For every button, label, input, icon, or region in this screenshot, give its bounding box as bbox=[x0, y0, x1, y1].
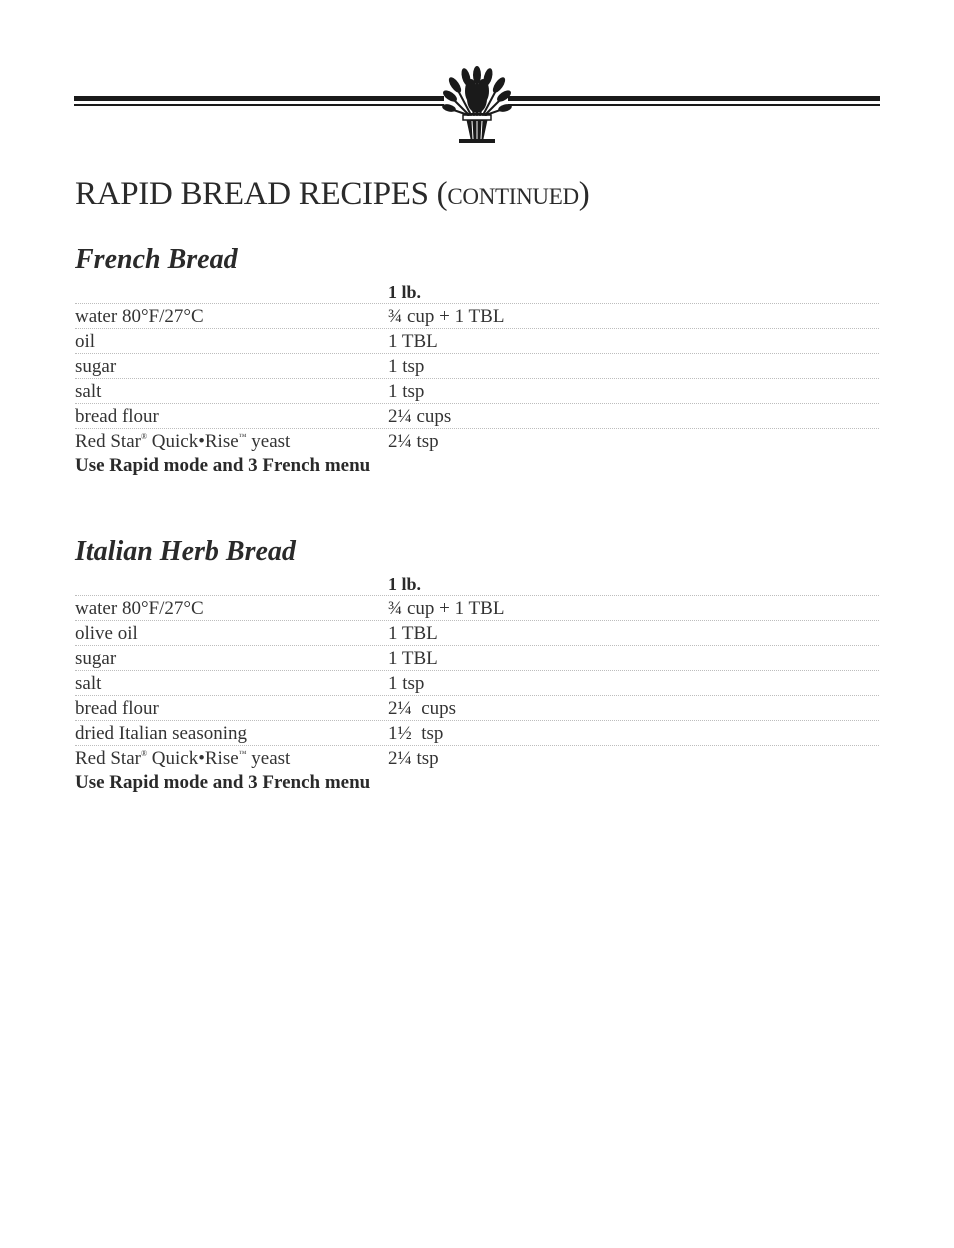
ingredient-row bbox=[75, 696, 879, 721]
ingredient-amount: 2¼ tsp bbox=[388, 431, 439, 452]
trademark-mark: ™ bbox=[238, 432, 247, 441]
ingredient-amount: 1 TBL bbox=[388, 331, 438, 352]
ingredient-row bbox=[75, 646, 879, 671]
page-title-main: RAPID BREAD RECIPES ( bbox=[75, 176, 448, 212]
ingredient-amount: ¾ cup + 1 TBL bbox=[388, 598, 505, 619]
ingredient-name: water 80°F/27°C bbox=[75, 598, 204, 619]
wheat-sheaf-icon bbox=[441, 63, 513, 145]
yeast-product: Quick•Rise bbox=[147, 431, 239, 452]
ingredient-amount: 1 tsp bbox=[388, 673, 425, 694]
ingredient-name: dried Italian seasoning bbox=[75, 723, 248, 744]
page-title-continued: CONTINUED bbox=[447, 184, 579, 209]
ingredient-name bbox=[75, 429, 388, 454]
ingredient-row bbox=[75, 429, 879, 454]
recipe-title: Italian Herb Bread bbox=[75, 536, 296, 567]
registered-mark: ® bbox=[140, 432, 148, 441]
ingredient-name bbox=[75, 746, 388, 771]
ingredient-name: salt bbox=[75, 673, 102, 694]
ingredient-amount: 2¼ cups bbox=[388, 698, 457, 719]
yeast-brand: Red Star bbox=[75, 431, 141, 452]
ingredient-row bbox=[75, 596, 879, 621]
ingredient-amount: 1½ tsp bbox=[388, 723, 444, 744]
ingredient-name: olive oil bbox=[75, 623, 138, 644]
ingredient-row bbox=[75, 379, 879, 404]
ingredient-row bbox=[75, 304, 879, 329]
recipe-title: French Bread bbox=[75, 244, 238, 275]
ingredient-amount: ¾ cup + 1 TBL bbox=[388, 306, 505, 327]
loaf-size-header: 1 lb. bbox=[75, 280, 879, 304]
ingredient-amount: 1 tsp bbox=[388, 356, 425, 377]
ingredient-amount: 1 TBL bbox=[388, 648, 438, 669]
ingredient-name: water 80°F/27°C bbox=[75, 306, 204, 327]
trademark-mark: ™ bbox=[238, 749, 247, 758]
recipe-italian-herb-bread bbox=[75, 532, 879, 795]
ingredient-name: salt bbox=[75, 381, 102, 402]
yeast-brand: Red Star bbox=[75, 748, 141, 769]
ingredient-row bbox=[75, 621, 879, 646]
recipe-french-bread bbox=[75, 240, 879, 478]
ingredient-name: oil bbox=[75, 331, 96, 352]
ingredient-row bbox=[75, 746, 879, 771]
yeast-word: yeast bbox=[246, 431, 291, 452]
ingredient-name: bread flour bbox=[75, 698, 159, 719]
ingredient-row bbox=[75, 404, 879, 429]
yeast-product: Quick•Rise bbox=[147, 748, 239, 769]
ingredient-amount: 1 TBL bbox=[388, 623, 438, 644]
header-rule-right bbox=[508, 96, 880, 110]
recipe-mode-note: Use Rapid mode and 3 French menu bbox=[75, 455, 371, 476]
header-rule-left bbox=[74, 96, 444, 110]
ingredient-amount: 1 tsp bbox=[388, 381, 425, 402]
page-title-close: ) bbox=[578, 176, 590, 212]
ingredient-amount: 2¼ tsp bbox=[388, 748, 439, 769]
registered-mark: ® bbox=[140, 749, 148, 758]
ingredient-name: bread flour bbox=[75, 406, 159, 427]
recipe-mode-note: Use Rapid mode and 3 French menu bbox=[75, 772, 371, 793]
ingredient-name: sugar bbox=[75, 356, 117, 377]
yeast-word: yeast bbox=[246, 748, 291, 769]
ingredient-row bbox=[75, 721, 879, 746]
loaf-size-header: 1 lb. bbox=[75, 572, 879, 596]
ingredient-name: sugar bbox=[75, 648, 117, 669]
ingredient-row bbox=[75, 329, 879, 354]
ingredient-row bbox=[75, 354, 879, 379]
ingredient-row bbox=[75, 671, 879, 696]
ingredient-amount: 2¼ cups bbox=[388, 406, 452, 427]
page-title bbox=[75, 176, 590, 213]
